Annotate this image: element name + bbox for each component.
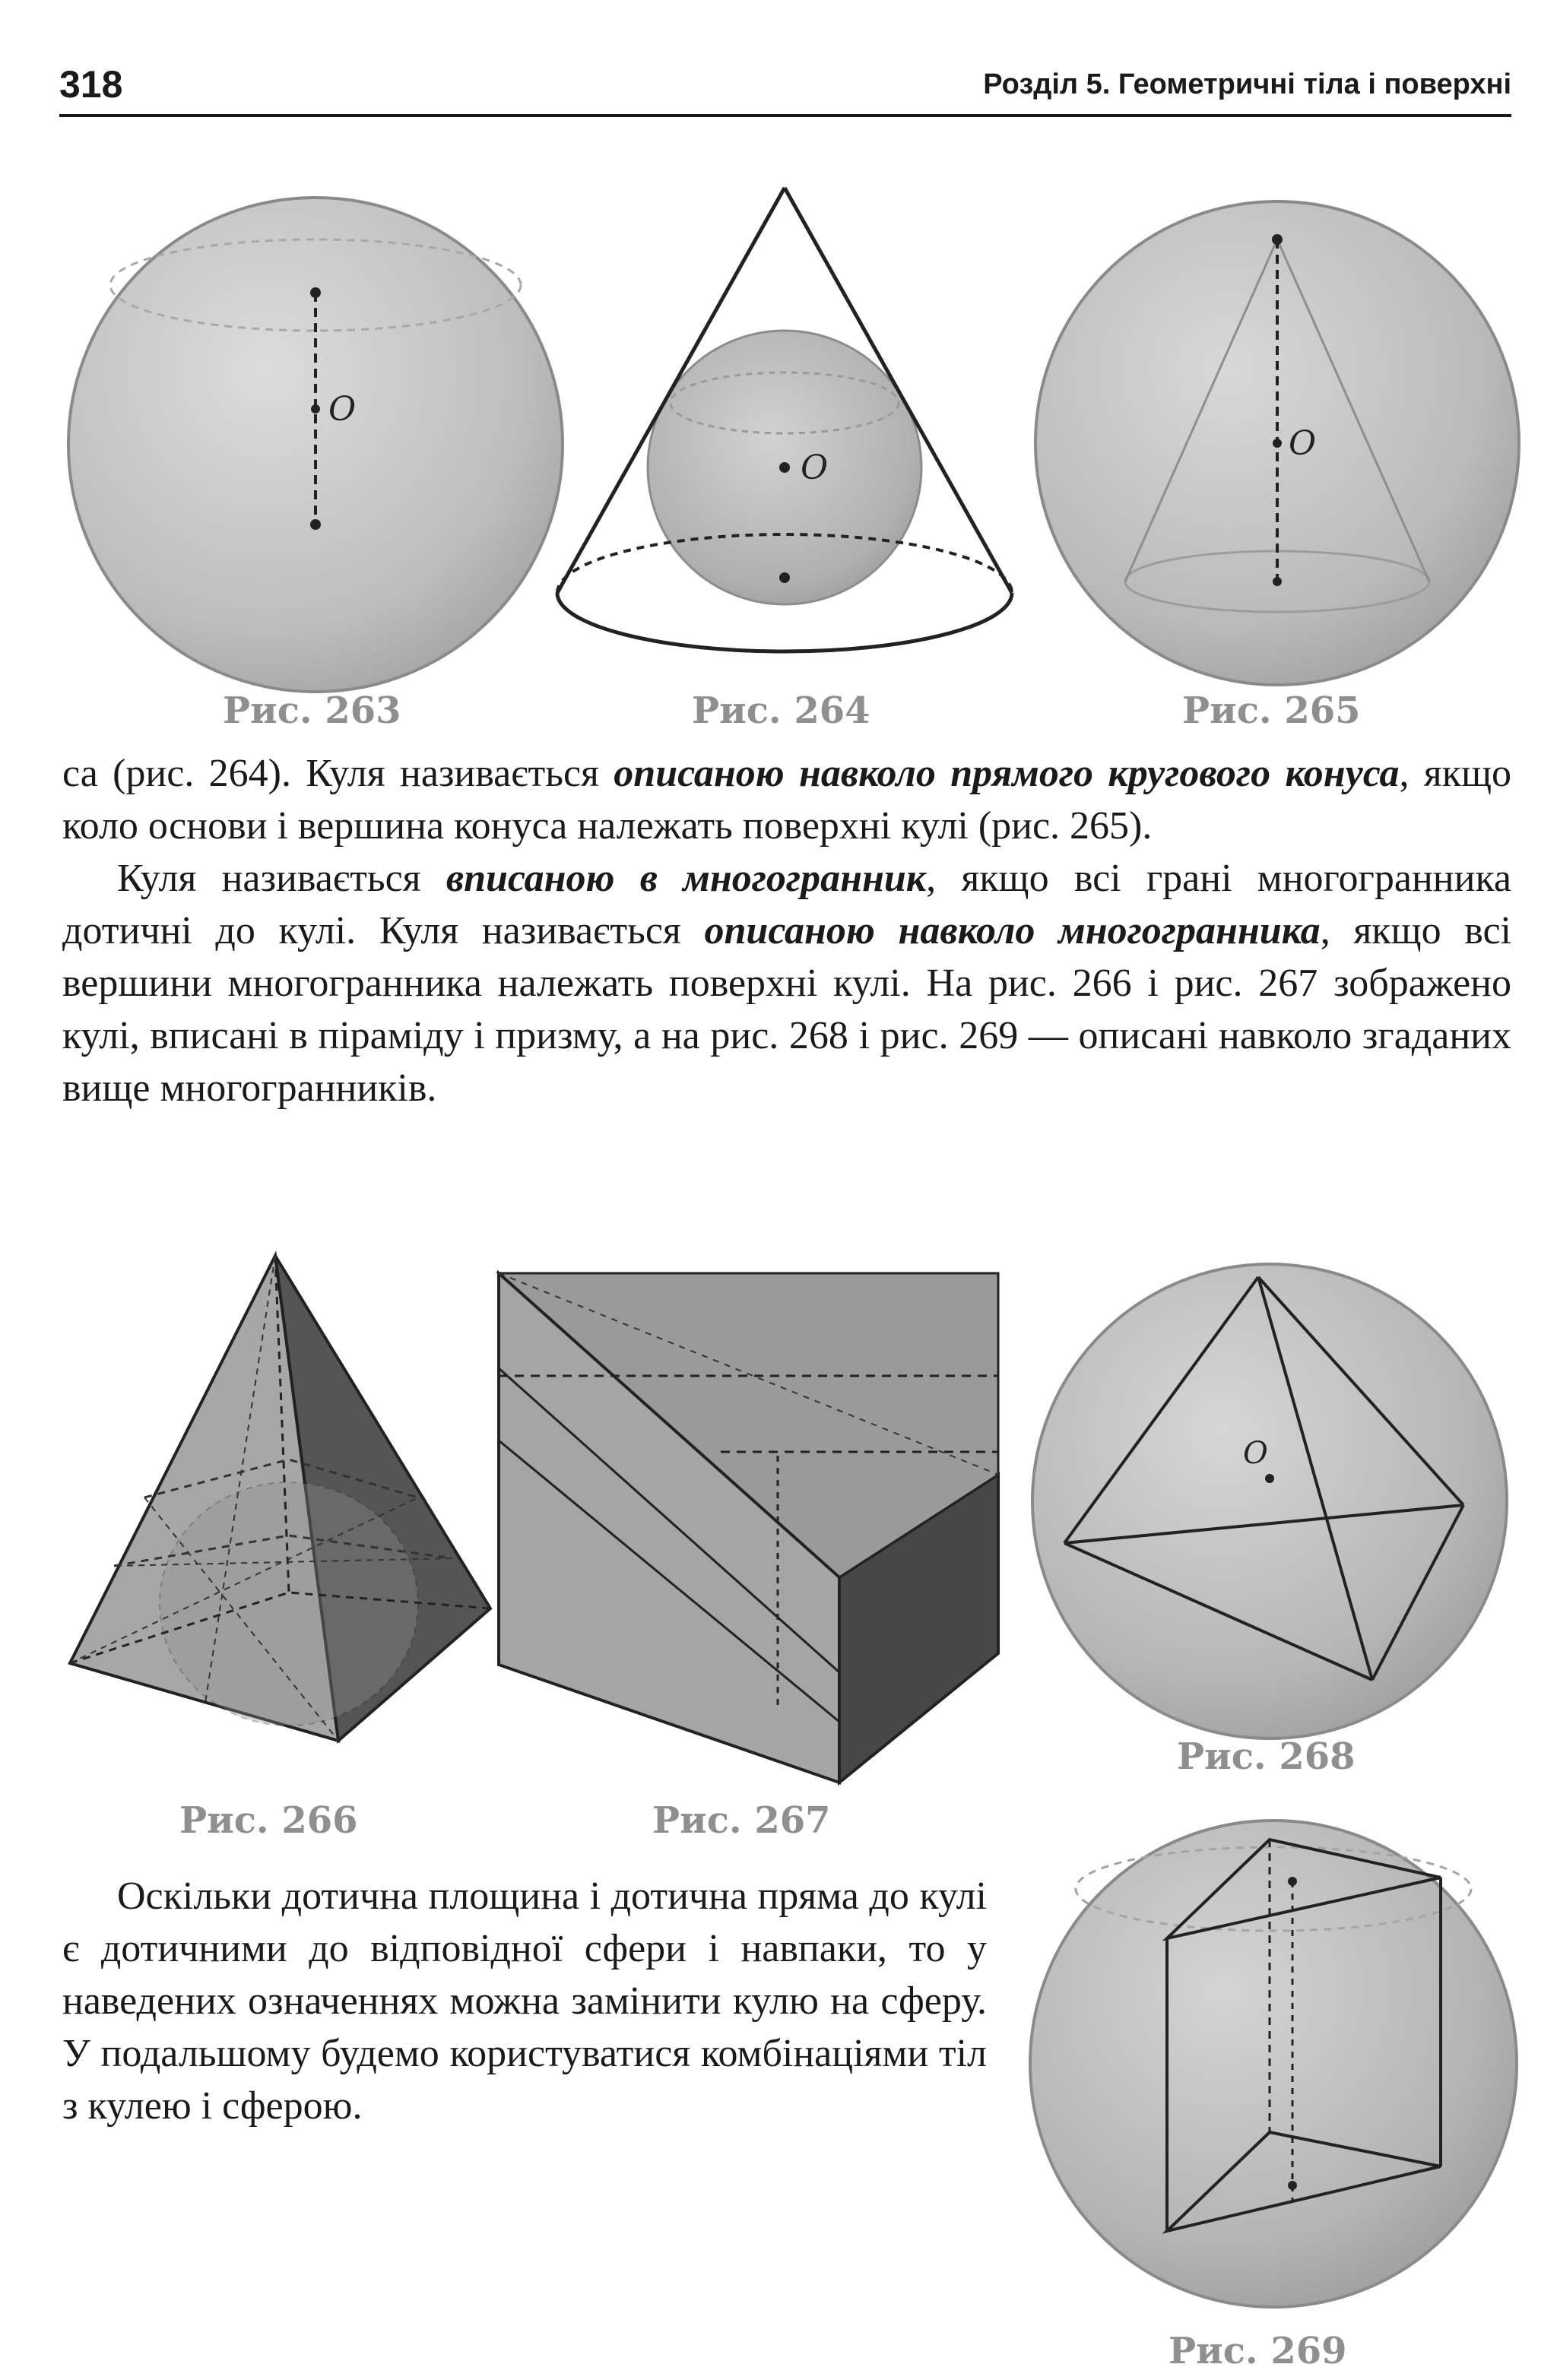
- base-center-point: [1273, 577, 1282, 586]
- center-point: [779, 462, 790, 473]
- center-label: O: [328, 390, 357, 429]
- caption-fig-268: Рис. 268: [1177, 1735, 1356, 1778]
- figure-267-prism: [493, 1266, 1010, 1790]
- axis-bottom-point: [310, 519, 321, 530]
- figure-269-sphere: [1026, 1805, 1528, 2337]
- base-center-point: [779, 572, 790, 583]
- figure-265-sphere: [1030, 194, 1528, 696]
- paragraph-3: Оскільки дотична площина і дотична пряма до кулі є дотичними до відповідної сфери і навпаки, то у наведених означеннях можна замінити кулю на сферу. У подальшому будемо користуватися комбінаціями тіл з кулею і сферою.: [62, 1875, 987, 2128]
- axis-bottom-point: [1288, 2181, 1297, 2190]
- page-number: 318: [59, 63, 123, 106]
- paragraph-2: Куля називається вписаною в многогранник, якщо всі грані многогранника дотичні до кулі. Куля називається описаною навколо многогранника, якщо всі вершини многогранника належать поверхні кулі. На рис. 266 і рис. 267 зображено кулі, вписані в піраміду і призму, а на рис. 268 і рис. 269 — описані навколо згаданих вище многогранників.: [62, 857, 1512, 1110]
- caption-fig-266: Рис. 266: [179, 1799, 358, 1842]
- running-title: Розділ 5. Геометричні тіла і поверхні: [983, 68, 1511, 100]
- term-circumscribed-cone: описаною навколо прямого кругового конуса: [614, 752, 1400, 795]
- figure-266-pyramid: [61, 1247, 502, 1779]
- header-rule: [59, 114, 1511, 117]
- caption-fig-265: Рис. 265: [1182, 689, 1361, 732]
- text-block-bottom: [62, 1870, 987, 2132]
- axis-top-point: [310, 287, 321, 298]
- center-label: O: [801, 448, 829, 487]
- center-point: [1265, 1474, 1274, 1483]
- term-circumscribed-polyhedron: описаною навколо многогранника: [704, 909, 1321, 952]
- paragraph-1: са (рис. 264). Куля називається описаною навколо прямого кругового конуса, якщо коло основи і вершина конуса належать поверхні кулі (рис. 265).: [62, 752, 1511, 848]
- figure-263-sphere: [53, 194, 585, 696]
- center-point: [311, 404, 320, 414]
- page-header: [59, 62, 1511, 109]
- sphere-outline: [1030, 1821, 1517, 2307]
- cone-apex-point: [1272, 234, 1283, 245]
- caption-fig-267: Рис. 267: [652, 1799, 831, 1842]
- inscribed-sphere: [160, 1482, 418, 1726]
- center-point: [1273, 439, 1282, 448]
- sphere-outline: [1032, 1264, 1507, 1738]
- center-label: O: [1243, 1436, 1268, 1471]
- caption-fig-269: Рис. 269: [1169, 2330, 1347, 2372]
- text-block-top: [62, 747, 1511, 1114]
- caption-fig-263: Рис. 263: [223, 689, 401, 732]
- figure-264-cone: [544, 179, 1045, 680]
- term-inscribed-polyhedron: вписаною в многогранник: [446, 857, 927, 900]
- figure-268-sphere: [1026, 1258, 1528, 1745]
- axis-top-point: [1288, 1877, 1297, 1886]
- caption-fig-264: Рис. 264: [692, 689, 870, 732]
- center-label: O: [1289, 424, 1317, 463]
